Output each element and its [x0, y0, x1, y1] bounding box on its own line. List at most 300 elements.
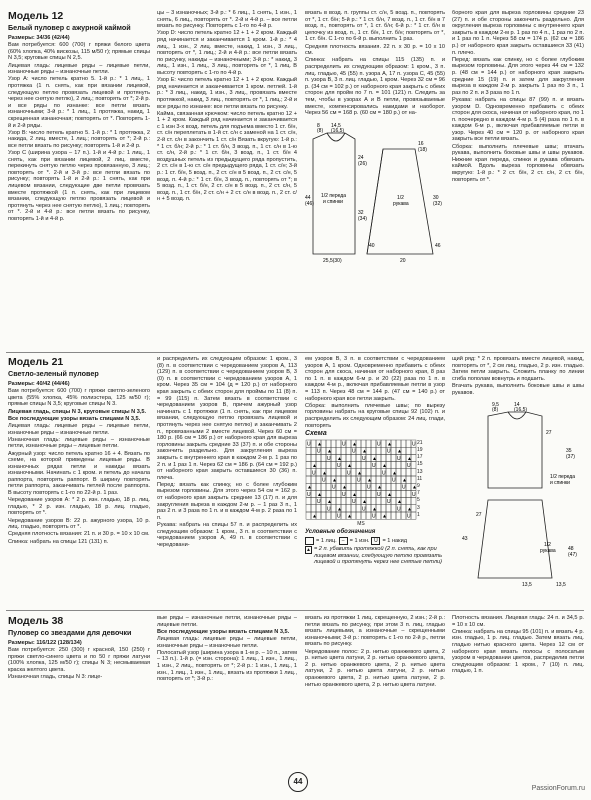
chart-repeat-label: MS	[357, 520, 365, 527]
schema-dim: 14	[514, 402, 520, 409]
row-number: 17	[417, 454, 423, 461]
chart-cell	[351, 476, 356, 483]
paragraph: Сборка: выполнить плечевые швы; по вырезу горловины набрать на круговые спицы 92 (102) п. и распределить их следующим образом: 24 лиц. глади, повторять	[305, 402, 445, 429]
chart-symbol: ▲	[347, 462, 352, 469]
schema-dim: (16,5)	[514, 407, 528, 414]
legend-text: = 1 лиц.	[316, 537, 337, 544]
schema-dim: (46)	[305, 200, 314, 207]
chart-cell	[361, 490, 366, 497]
chart-symbol: U	[372, 513, 376, 520]
chart-symbol: U	[392, 477, 396, 484]
chart-cell	[311, 440, 316, 447]
chart-cell	[341, 461, 346, 468]
chart-cell	[321, 497, 326, 504]
model-12-col-3	[305, 10, 445, 350]
chart-cell	[336, 440, 341, 447]
row-number: 5	[417, 497, 420, 504]
chart-cell	[371, 440, 376, 447]
chart-symbol: ▲	[362, 448, 367, 455]
chart-cell	[361, 512, 366, 519]
chart-grid	[306, 440, 417, 520]
chart-symbol: U	[377, 491, 381, 498]
schema-dim: 20	[400, 257, 406, 264]
model-21-col-2	[157, 356, 297, 606]
chart-symbol: ▲	[382, 513, 387, 520]
row-number: 7	[417, 490, 420, 497]
chart-cell	[396, 490, 401, 497]
legend-text: = 1 накид	[382, 537, 407, 544]
chart-symbol: U	[397, 455, 401, 462]
paragraph: Сборка: выполнить плечевые швы; втачать рукава, выполнить боковые швы и швы рукавов. Нижние края переда, спинки и рукава обвязать каймой. Вдоль выреза горловины обвязать вкругую: 1-й р.: * 2 ст. б/н, 2 ст. с/н, 2 ст. б/н, повторять от *.	[452, 143, 584, 183]
schema-dim: 13,5	[556, 582, 566, 589]
chart-cell	[396, 461, 401, 468]
model-21-subtitle: Светло-зеленый пуловер	[8, 369, 99, 378]
chart-cell	[396, 476, 401, 483]
chart-cell	[316, 476, 321, 483]
chart-symbol: U	[387, 498, 391, 505]
schema-dim: (18)	[418, 146, 427, 153]
chart-cell	[401, 469, 406, 476]
chart-cell	[331, 505, 336, 512]
chart-cell	[361, 483, 366, 490]
chart-symbol: U	[412, 441, 416, 448]
chart-cell	[401, 505, 406, 512]
chart-symbol: U	[322, 477, 326, 484]
chart-symbol: U	[337, 513, 341, 520]
chart-cell	[371, 447, 376, 454]
model-38-col-4	[452, 615, 584, 770]
schema-dim: 27	[476, 512, 482, 519]
schema-dim: (26)	[358, 160, 367, 167]
purl-symbol-icon: –	[339, 537, 348, 545]
chart-cell	[371, 490, 376, 497]
paragraph: Спинка: набрать на спицы 115 (135) п. и распределить их следующим образом: 1 кром., 3 п. лиц. гладью, 45 (55) п. узора А, 17 п. узора С, 45 (55) п. узора В, 3 п. лиц. гладью, 1 кром. Через 32 см = 96 р. (34 см = 102 р.) от наборного края закрыть с обеих сторон для пройм по 7 п. = 101 (121) п. Следить за тем, чтобы в узорах А и В петли, провязываемые вместе, компенсировались накидами и наоборот. Через 56 см = 168 р. (60 см = 180 р.) от на-	[305, 57, 445, 117]
paragraph: и распределить их следующим образом: 1 кром., 3 (8) п. в соответствии с чередованием узоров А, 113 (129) п. в соответствии с чередованием узоров В, 3 (0) п. в соответствии с чередованием узоров А, 1 кром. Через 35 см = 104 (д = 120 р.) от наборного края закрыть с обеих сторон для проймы по 11 (8) п. = 99 (115) п. Затем вязать в соответствии с чередованием узоров В, причем ажурный узор начинать с 1 протяжки (1 п. снять, как при лицевом вязании, следующую петлю провязать лицевой и протянуть через нее снятую петлю) и заканчивать 2 п., провязанными 2 вместе лицевой. Через 60 см = 180 р. (66 см = 186 р.) от наборного края для выреза горловины закрыть средние 33 (37) п. и обе стороны закончить раздельно. Для закругления выреза закрыть с внутреннего края в каждом 2-м р. 1 раз по 2 п. и 1 раз 1 п. Через 62 см = 186 р. (64 см = 192 р.) от наборного края закрыть оставшиеся 30 (36) п. плеча.	[157, 356, 297, 481]
chart-symbol: U	[317, 448, 321, 455]
chart-cell	[331, 490, 336, 497]
chart-cell	[411, 476, 416, 483]
chart-cell	[336, 469, 341, 476]
chart-cell	[321, 483, 326, 490]
chart-cell	[336, 497, 341, 504]
schema-label: и спинки	[550, 480, 570, 487]
chart-cell	[351, 469, 356, 476]
chart-symbol: ▲	[327, 498, 332, 505]
chart-cell	[356, 483, 361, 490]
chart-cell	[411, 461, 416, 468]
paragraph: Изнаночная гладь: лицевые ряды – изнаночные петли, изнаночные ряды – лицевые петли.	[8, 436, 150, 450]
chart-symbol: ▲	[352, 441, 357, 448]
schema-dim: 48	[568, 546, 574, 553]
chart-cell	[356, 461, 361, 468]
schema-label: 1/2 переда	[321, 192, 346, 199]
chart-cell	[326, 512, 331, 519]
chart-cell	[331, 454, 336, 461]
chart-cell	[406, 490, 411, 497]
chart-symbol: U	[387, 448, 391, 455]
chart-cell	[321, 505, 326, 512]
paragraph: Узор С (ширина узора – 17 п.). 1-й и 4-й р.: 1 лиц., 1 снять, как при вязании лицевой, 2 лиц. вместе, перекинуть снятую петлю через провязанную, 3 лиц.; повторять от *. 2-й и 3-й р.: все петли вязать по рисунку; повторять 1-й и 2-й р.: 1 снять, как при лицевом вязании, следующие две петли провязать вместе протяжкой (1 п. снять, как при лицевом вязании, следующую петлю провязать лицевой и протянуть через нее снятую петлю), 1 лиц.; повторять от *. 2-й и 4-й р.: все петли вязать по рисунку, повторять 1-й и 4-й р.	[8, 150, 150, 222]
schema-dim: (32)	[433, 200, 442, 207]
chart-cell	[316, 505, 321, 512]
chart-cell	[331, 440, 336, 447]
model-21-title: Модель 21	[8, 356, 64, 368]
chart-row-numbers	[417, 439, 431, 519]
chart-cell	[366, 512, 371, 519]
model-12-col-2	[157, 10, 297, 350]
schema-dim: 27	[546, 430, 552, 437]
chart-cell	[311, 497, 316, 504]
chart-cell	[391, 497, 396, 504]
chart-cell	[316, 483, 321, 490]
paragraph: Средняя плотность вязания: 21 п. и 30 р. = 10 х 10 см.	[8, 531, 150, 538]
chart-cell	[346, 497, 351, 504]
chart-symbol: ▲	[317, 441, 322, 448]
paragraph: Узор D: число петель кратно 12 + 1 + 2 кром. Каждый ряд начинается и заканчивается 1 кром. 1-й р.: * 4 лиц., 1 изн., 2 лиц. вместе, накид, 1 изн., 3 лиц., повторять от *, 1 лиц.; 2-й и 4-й р.: все петли вязать по рисунку, накиды – изнаночными; 3-й р.: * накид, 3 лиц., 1 изн., 1 лиц., 3 лиц., повторять от *, 1 лиц. В высоту повторять с 1-го по 4-й р.	[157, 30, 297, 76]
chart-symbol: ▲	[357, 470, 362, 477]
paragraph: Вам потребуется: 250 (300) г красной, 150 (250) г пряжи светло-синего цвета и по 50 г пряжи латуни (100% хлопка, 125 м/50 г); спицы N 3; несмываемая краска желтого цвета.	[8, 647, 150, 673]
chart-cell	[381, 454, 386, 461]
paragraph: Узор А: число петель кратно 5. 1-й р.: * 1 лиц., 1 протяжка (1 п. снять, как при вязании лицевой, следующую петлю провязать лицевой и протянуть через нее снятую петлю), 2 лиц.; повторять от *; 2-й р. и все ряды по изнанке: все петли вязать изнаночными; 3-й р.: * 1 лиц., 1 протяжка, накид, 1 скрещенная изнаночная; повторять от *. Повторять 1-й и 2-й ряды.	[8, 76, 150, 129]
chart-symbol: ▲	[312, 462, 317, 469]
chart-cell	[381, 490, 386, 497]
chart-symbol: U	[312, 470, 316, 477]
chart-cell	[351, 454, 356, 461]
chart-cell	[346, 476, 351, 483]
chart-cell	[341, 447, 346, 454]
chart-cell	[306, 476, 311, 483]
chart-cell	[376, 461, 381, 468]
chart-symbol: ▲	[352, 491, 357, 498]
chart-symbol: ▲	[402, 477, 407, 484]
paragraph: Плотность вязания. Лицевая гладь: 24 п. и 34,5 р. = 10 х 10 см.	[452, 615, 584, 628]
schema-dim: (34)	[358, 215, 367, 222]
schema-dim: (8)	[492, 407, 499, 414]
knit-chart	[305, 439, 417, 521]
chart-symbol: U	[342, 491, 346, 498]
chart-symbol: U	[362, 506, 366, 513]
chart-cell	[336, 490, 341, 497]
schema-dim: 43	[462, 536, 468, 543]
chart-cell	[401, 440, 406, 447]
chart-cell	[321, 461, 326, 468]
paragraph: Полосатый узор (ширина узора в 1-м р. – 10 п., затем – 13 п.). 1-й р. (= изн. сторона): 1 лиц., 1 изн., 1 лиц., 1 изн., 2 лиц., повторять от *; 2-й р.: 1 изн., 1 лиц., 1 изн., 1 лиц., 1 изн., 1 лиц., вязать из протяжки 1 лиц., повторять от *; 3-й р.:	[157, 649, 297, 683]
chart-cell	[336, 447, 341, 454]
page-number: 44	[288, 772, 308, 792]
chart-symbol: ▲	[407, 455, 412, 462]
chart-cell	[366, 469, 371, 476]
chart-symbol: ▲	[322, 470, 327, 477]
paragraph: Перед: вязать как спинку, но с более глубоким вырезом горловины. Для этого через 54 см = 162 р. от наборного края закрыть средние 13 (17) п. и для закругления выреза в каждом 2-м р. – 1 раз 3 п., 1 раз 2 п. и 3 раза по 1 п. и в каждом 4-м р. 2 раза по 1 п.	[157, 481, 297, 521]
chart-symbol: U	[352, 498, 356, 505]
chart-cell	[391, 505, 396, 512]
chart-cell	[361, 476, 366, 483]
chart-cell	[406, 483, 411, 490]
chart-cell	[401, 454, 406, 461]
paragraph: Чередование узоров А: * 2 р. изн. гладью, 18 р. лиц. гладью, * 2 р. изн. гладью, 18 р. лиц. гладью, повторять от *.	[8, 497, 150, 517]
paragraph: Узор В: число петель кратно 5. 1-й р.: * 1 протяжка, 2 накида, 2 лиц. вместе, 1 лиц.; повторять от *; 2-й р.: все петли вязать по рисунку; повторять 1-й и 2-й р.	[8, 129, 150, 149]
chart-cell	[321, 512, 326, 519]
model-21-col-4	[452, 356, 584, 606]
legend-title: Условные обозначения	[305, 529, 376, 536]
paragraph: цы – 3 изнаночных; 3-й р.: * 6 лиц., 1 снять, 1 изн., 1 снять, 6 лиц., повторять от *. 2-й и 4-й р. – все петли вязать по рисунку. Повторять с 1-го по 4-й р.	[157, 10, 297, 30]
chart-cell	[381, 505, 386, 512]
chart-symbol: ▲	[377, 484, 382, 491]
chart-cell	[386, 483, 391, 490]
chart-cell	[401, 512, 406, 519]
chart-symbol: U	[372, 462, 376, 469]
chart-cell	[306, 454, 311, 461]
row-number: 13	[417, 468, 423, 475]
chart-symbol: U	[307, 441, 311, 448]
model-21-pattern-schema	[452, 400, 584, 590]
section-divider	[6, 352, 584, 353]
chart-cell	[376, 447, 381, 454]
chart-symbol: U	[362, 455, 366, 462]
row-number: 1	[417, 511, 420, 518]
chart-cell	[306, 469, 311, 476]
chart-cell	[381, 476, 386, 483]
yarn-over-symbol-icon: U	[371, 537, 380, 545]
knit-symbol-icon	[305, 537, 314, 545]
legend-text: = 2 п. убавить протяжкой (2 п. снять, как при лицевом вязании, следующую петлю провязать лицевой и протянуть через нее снятые петли)	[313, 545, 443, 566]
chart-cell	[331, 461, 336, 468]
chart-cell	[366, 505, 371, 512]
section-divider	[6, 610, 584, 611]
chart-cell	[371, 483, 376, 490]
schema-dim: 14,5	[331, 122, 341, 129]
chart-cell	[411, 447, 416, 454]
chart-cell	[386, 454, 391, 461]
chart-cell	[356, 497, 361, 504]
chart-cell	[391, 454, 396, 461]
schema-dim: (47)	[568, 552, 577, 559]
chart-symbol: U	[407, 462, 411, 469]
chart-symbol: ▲	[382, 462, 387, 469]
chart-cell	[366, 440, 371, 447]
chart-cell	[346, 440, 351, 447]
chart-symbol: ▲	[387, 491, 392, 498]
chart-cell	[406, 469, 411, 476]
schema-label: 1/2	[544, 542, 551, 549]
chart-symbol: U	[307, 491, 311, 498]
paragraph: вые ряды – изнаночные петли, изнаночные ряды – лицевые петли.	[157, 615, 297, 628]
paragraph: борного края для выреза горловины средние 23 (27) п. и обе стороны закончить раздельно. Для округления выреза горловины с внутреннего края закрыть в каждом 2-м р. 1 раз по 4 п., 1 раз по 2 п. и 1 раз по 1 п. Через 58 см = 174 р. (62 см = 186 р.) от наборного края закрыть оставшиеся 33 (41) п. плечо.	[452, 10, 584, 56]
schema-dim: 30	[433, 194, 439, 201]
chart-cell	[356, 454, 361, 461]
model-38-col-2	[157, 615, 297, 770]
schema-dim: 35	[566, 448, 572, 455]
paragraph: Узор Е: число петель кратно 12 + 1 + 2 кром. Каждый ряд начинается и заканчивается 1 кром. петлей. 1-й р.: * 3 лиц., накид, 1 изн., 3 лиц., провязать вместе протяжкой, накид, 3 лиц., повторять от *, 1 лиц.; 2-й и все ряды по изнанке: все петли вязать по рисунку.	[157, 77, 297, 110]
chart-cell	[341, 469, 346, 476]
chart-cell	[401, 490, 406, 497]
chart-symbol: U	[377, 441, 381, 448]
row-number: 15	[417, 461, 423, 468]
model-21-col-1	[8, 356, 150, 606]
model-12-subtitle: Белый пуловер с ажурной каймой	[8, 23, 131, 32]
chart-cell	[311, 505, 316, 512]
chart-cell	[346, 454, 351, 461]
chart-cell	[396, 512, 401, 519]
paragraph: Лицевая гладь: лицевые ряды – лицевые петли, изнаночные ряды – изнаночные петли.	[8, 62, 150, 76]
row-number: 9	[417, 482, 420, 489]
chart-cell	[361, 440, 366, 447]
chart-cell	[396, 483, 401, 490]
model-12-title: Модель 12	[8, 10, 64, 22]
chart-symbol: U	[382, 470, 386, 477]
chart-cell	[406, 447, 411, 454]
schema-label: 1/2	[397, 194, 404, 201]
schema-label: и спинки	[323, 198, 343, 205]
chart-cell	[366, 461, 371, 468]
chart-symbol: ▲	[372, 506, 377, 513]
paragraph: Рукава: набрать на спицы 87 (99) п. и вязать узором D. Одновременно прибавить с обеих сторон для скоса, начиная от наборного края, по 1 п. поочередно в каждом 4-м р. 5 (4) раза по 1 п. в каждом 6-м р., включая прибавляемые петли в узор. Через 40 см = 120 р. от наборного края закрыть все петли вязать.	[452, 96, 584, 143]
chart-cell	[341, 476, 346, 483]
chart-cell	[311, 447, 316, 454]
paragraph: Чередование узоров В: 22 р. ажурного узора, 10 р. лиц. гладью, повторять от *.	[8, 517, 150, 531]
chart-cell	[376, 512, 381, 519]
chart-symbol: U	[332, 484, 336, 491]
chart-cell	[326, 461, 331, 468]
chart-cell	[386, 476, 391, 483]
chart-cell	[311, 490, 316, 497]
paragraph: Перед: вязать как спинку, но с более глубоким вырезом горловины. Для этого через 44 см = 132 р. (48 см = 144 р.) от наборного края закрыть средние 15 (19) п. и затем для закругления выреза в каждом 2-м р. закрыть 1 раз по 3 п., 1 раз по 2 п. и 3 раза по 1 п.	[452, 56, 584, 96]
row-number: 11	[417, 475, 423, 482]
paragraph: ем узоров В, 3 п. в соответствии с чередованием узоров А, 1 кром. Одновременно прибавить с обеих сторон для скоса, начиная от наборного края, 8 раз по 1 п. в каждом 6-м р. и 20 (22) раза по 1 п. в каждом 4-м р., включая прибавляемые петли в узор = 113 п. Через 48 см = 144 р. (47 см = 140 р.) от наборного края все петли закрыть.	[305, 356, 445, 402]
chart-cell	[386, 469, 391, 476]
schema-dim: 46	[435, 242, 441, 249]
paragraph: Спинка: набрать на спицы 95 (101) п. и вязать 4 р. изн. гладью, 1 р. лиц. гладью. Затем вязать лиц. гладью нитью красного цвета. Через 12 см от наборного края вязать полосы с полосатым узором в чередовании цветов, распределив петли следующим образом: 1 кром., 7 (10) п. лиц. гладью, 1 п.	[452, 628, 584, 675]
schema-dim: 32	[358, 209, 364, 216]
chart-cell	[316, 454, 321, 461]
chart-cell	[326, 440, 331, 447]
model-38-subtitle: Пуловер со звездами для девочки	[8, 628, 132, 637]
chart-cell	[336, 483, 341, 490]
chart-symbol: U	[367, 484, 371, 491]
chart-symbol: ▲	[362, 498, 367, 505]
chart-cell	[341, 512, 346, 519]
chart-cell	[356, 512, 361, 519]
chart-cell	[306, 505, 311, 512]
chart-symbol: ▲	[347, 513, 352, 520]
chart-cell	[371, 497, 376, 504]
schema-dim: 16	[418, 140, 424, 147]
chart-symbol: ▲	[387, 441, 392, 448]
schema-dim: 24	[358, 154, 364, 161]
paragraph: Чередование полос: 2 р. нитью оранжевого цвета, 2 р. нитью цвета латуни, 2 р. нитью оранжевого цвета, 2 р. нитью оранжевого цвета, 2 р. нитью цвета латуни, 2 р. нитью цвета латуни, 2 р. нитью оранжевого цвета, 2 р. нитью цвета латуни, 2 р. нитью оранжевого цвета, 2 р. нитью цвета латуни.	[305, 648, 445, 688]
paragraph: Втачать рукава, выполнить боковые швы и швы рукавов.	[452, 382, 584, 396]
chart-cell	[326, 490, 331, 497]
model-12-col-4	[452, 10, 584, 350]
chart-symbol: U	[402, 484, 406, 491]
paragraph: Вам потребуется: 600 (700) г пряжи белого цвета (60% хлопка, 40% вискозы, 115 м/50 г); прямые спицы N 3,5; круговые спицы N 2,5.	[8, 42, 150, 62]
model-38-title: Модель 38	[8, 615, 64, 627]
paragraph: Все последующие узоры вязать спицами N 3,5.	[157, 628, 290, 635]
chart-symbol: ▲	[392, 470, 397, 477]
chart-symbol: U	[352, 448, 356, 455]
chart-symbol: ▲	[372, 455, 377, 462]
schema-dim: 40	[369, 242, 375, 249]
paragraph: Лицевая гладь: лицевые ряды – лицевые петли, изнаночные ряды – изнаночные петли.	[157, 635, 297, 649]
chart-cell	[366, 490, 371, 497]
model-12-col-1	[8, 10, 150, 350]
chart-symbol: ▲	[317, 491, 322, 498]
chart-symbol: U	[397, 506, 401, 513]
chart-cell	[351, 505, 356, 512]
chart-cell	[411, 497, 416, 504]
paragraph: Размеры: 40/42 (44/46)	[8, 381, 70, 387]
paragraph: Размеры: 34/36 (42/44)	[8, 35, 70, 41]
chart-cell	[346, 490, 351, 497]
chart-cell	[306, 497, 311, 504]
chart-cell	[321, 454, 326, 461]
chart-symbol: U	[337, 462, 341, 469]
paragraph: Рукава: набрать на спицы 57 п. и распределить их следующим образом: 1 кром., 3 п. в соответствии с чередованием узоров А, 49 п. в соответствии с чередовани-	[157, 522, 297, 548]
decrease-symbol-icon: ▲	[306, 546, 311, 553]
chart-cell	[381, 440, 386, 447]
paragraph: Все последующие узоры вязать спицами N 3,5.	[8, 415, 141, 422]
chart-symbol: ▲	[397, 448, 402, 455]
paragraph: Лицевая гладь: лицевые ряды – лицевые петли, изнаночные ряды – изнаночные петли.	[8, 422, 150, 436]
paragraph: вязать из протяжки 1 лиц. скрещенную, 2 изн.; 2-й р.: петли вязать по рисунку, при этом 3 п. лиц. гладью вязать лицевыми, а изнаночные – скрещенными изнаночными; 3-й р.: повторять с 1-го по 2-й р., петли вязать по рисунку.	[305, 615, 445, 648]
legend-text: = 1 изн.	[349, 537, 370, 544]
chart-cell	[376, 469, 381, 476]
chart-symbol: ▲	[312, 513, 317, 520]
chart-cell	[391, 461, 396, 468]
watermark: PassionForum.ru	[531, 785, 585, 792]
schema-label: рукава	[540, 548, 556, 555]
chart-cell	[391, 483, 396, 490]
chart-cell	[381, 497, 386, 504]
paragraph: щий ряд: * 2 п. провязать вместе лицевой, накид, повторять от *, 2 см лиц. гладью, 2 р. изн. гладью. Затем петли закрыть. Сложить планку по линии сгиба пополам вовнутрь и подшить.	[452, 356, 584, 382]
chart-symbol: U	[357, 477, 361, 484]
schema-title: Схема	[305, 430, 327, 438]
chart-symbol: U	[327, 506, 331, 513]
chart-cell	[376, 497, 381, 504]
chart-symbol: U	[407, 513, 411, 520]
schema-dim: (16,5)	[331, 127, 345, 134]
chart-symbol: ▲	[342, 484, 347, 491]
chart-symbol: U	[317, 498, 321, 505]
legend-row	[305, 546, 445, 566]
chart-cell	[311, 454, 316, 461]
chart-symbol: ▲	[412, 484, 417, 491]
schema-dim: (37)	[566, 454, 575, 461]
chart-symbol: ▲	[337, 506, 342, 513]
chart-cell	[376, 476, 381, 483]
paragraph: Размеры: 116/122 (128/134)	[8, 640, 82, 646]
chart-cell	[346, 447, 351, 454]
chart-cell	[321, 447, 326, 454]
chart-symbol: ▲	[367, 477, 372, 484]
chart-cell	[306, 461, 311, 468]
paragraph: вязать в возд. п. группы ст. с/н, 5 возд. п., повторять от *, 1 ст. б/н; 5-й р.: * 1 ст. б/н, 7 возд. п., 1 ст. б/н в 7 возд. п., повторять от *, 1 ст. б/н; 6-й р.: * 1 ст. б/н в цепочку из возд. п., 1 ст. б/н, 1 ст. б/н; повторять от *, 1 ст. б/н. С 1-го по 6-й р. выполнить 1 раз.	[305, 10, 445, 43]
schema-label: 1/2 переда	[550, 474, 575, 481]
chart-cell	[331, 512, 336, 519]
chart-cell	[311, 476, 316, 483]
schema-dim: (8)	[317, 127, 324, 134]
paragraph: Спинка: набрать на спицы 121 (131) п.	[8, 538, 109, 545]
chart-cell	[351, 483, 356, 490]
model-21-col-3	[305, 356, 445, 606]
chart-cell	[406, 497, 411, 504]
row-number: 19	[417, 446, 423, 453]
chart-symbol: ▲	[397, 498, 402, 505]
paragraph: Средняя плотность вязания. 22 п. х 30 р. = 10 х 10 см.	[305, 43, 445, 57]
chart-symbol: ▲	[307, 484, 312, 491]
schema-dim: 13,5	[522, 582, 532, 589]
paragraph: Лицевая гладь, спицы N 3, круговые спицы N 3,5.	[8, 408, 147, 415]
